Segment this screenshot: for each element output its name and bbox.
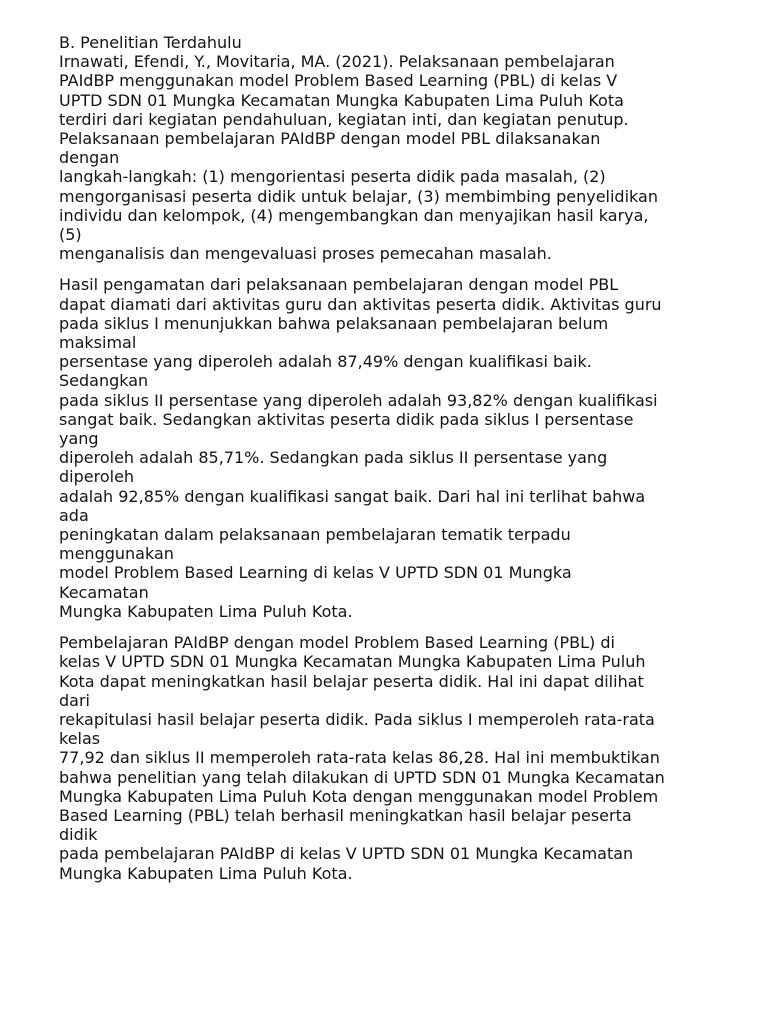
text-line: menggunakan	[59, 544, 174, 564]
text-line: Kota dapat meningkatkan hasil belajar peserta didik. Hal ini dapat dilihat	[59, 671, 644, 691]
text-line: ada	[59, 505, 89, 525]
text-line: peningkatan dalam pelaksanaan pembelajaran tematik terpadu	[59, 525, 571, 545]
text-line: individu dan kelompok, (4) mengembangkan dan menyajikan hasil karya,	[59, 205, 649, 225]
text-line: Irnawati, Efendi, Y., Movitaria, MA. (2021). Pelaksanaan pembelajaran	[59, 52, 615, 72]
text-line: menganalisis dan mengevaluasi proses pemecahan masalah.	[59, 244, 552, 264]
text-line: 77,92 dan siklus II memperoleh rata-rata kelas 86,28. Hal ini membuktikan	[59, 748, 660, 768]
text-line: bahwa penelitian yang telah dilakukan di UPTD SDN 01 Mungka Kecamatan	[59, 767, 665, 787]
text-line: adalah 92,85% dengan kualifikasi sangat baik. Dari hal ini terlihat bahwa	[59, 486, 646, 506]
text-line: Mungka Kabupaten Lima Puluh Kota dengan menggunakan model Problem	[59, 786, 659, 806]
text-line: dengan	[59, 148, 120, 168]
paragraph-penelitian-terdahulu	[59, 33, 739, 263]
paragraph-spacer	[59, 263, 739, 275]
text-line: (5)	[59, 225, 82, 245]
text-line: Mungka Kabupaten Lima Puluh Kota.	[59, 601, 353, 621]
text-line: persentase yang diperoleh adalah 87,49% dengan kualifikasi baik.	[59, 352, 592, 372]
text-line: diperoleh adalah 85,71%. Sedangkan pada siklus II persentase yang	[59, 448, 608, 468]
text-line: maksimal	[59, 333, 137, 353]
text-line: didik	[59, 825, 98, 845]
text-line: Pembelajaran PAIdBP dengan model Problem Based Learning (PBL) di	[59, 633, 615, 653]
text-line: dapat diamati dari aktivitas guru dan aktivitas peserta didik. Aktivitas guru	[59, 294, 662, 314]
text-line: kelas V UPTD SDN 01 Mungka Kecamatan Mungka Kabupaten Lima Puluh	[59, 652, 646, 672]
text-line: Mungka Kabupaten Lima Puluh Kota.	[59, 863, 353, 883]
text-line: sangat baik. Sedangkan aktivitas peserta didik pada siklus I persentase	[59, 409, 634, 429]
paragraph-spacer	[59, 621, 739, 633]
text-line: Based Learning (PBL) telah berhasil meningkatkan hasil belajar peserta	[59, 805, 632, 825]
paragraph-hasil-pengamatan	[59, 275, 739, 621]
text-line: terdiri dari kegiatan pendahuluan, kegiatan inti, dan kegiatan penutup.	[59, 109, 629, 129]
paragraph-hasil-belajar	[59, 633, 739, 883]
text-line: pada pembelajaran PAIdBP di kelas V UPTD SDN 01 Mungka Kecamatan	[59, 844, 634, 864]
text-line: model Problem Based Learning di kelas V UPTD SDN 01 Mungka	[59, 563, 572, 583]
text-line: PAIdBP menggunakan model Problem Based Learning (PBL) di kelas V	[59, 71, 618, 91]
text-line: kelas	[59, 729, 101, 749]
text-line: pada siklus II persentase yang diperoleh adalah 93,82% dengan kualifikasi	[59, 390, 658, 410]
text-line: langkah-langkah: (1) mengorientasi peserta didik pada masalah, (2)	[59, 167, 606, 187]
text-line: Sedangkan	[59, 371, 149, 391]
text-line: dari	[59, 690, 90, 710]
text-line: UPTD SDN 01 Mungka Kecamatan Mungka Kabupaten Lima Puluh Kota	[59, 90, 624, 110]
document-page	[59, 33, 739, 883]
section-heading: B. Penelitian Terdahulu	[59, 33, 242, 52]
text-line: Pelaksanaan pembelajaran PAIdBP dengan model PBL dilaksanakan	[59, 129, 601, 149]
text-line: rekapitulasi hasil belajar peserta didik. Pada siklus I memperoleh rata-rata	[59, 709, 655, 729]
text-line: diperoleh	[59, 467, 135, 487]
text-line: yang	[59, 429, 99, 449]
text-line: Hasil pengamatan dari pelaksanaan pembelajaran dengan model PBL	[59, 275, 619, 295]
text-line: mengorganisasi peserta didik untuk belajar, (3) membimbing penyelidikan	[59, 186, 658, 206]
text-line: pada siklus I menunjukkan bahwa pelaksanaan pembelajaran belum	[59, 313, 609, 333]
text-line: Kecamatan	[59, 582, 149, 602]
